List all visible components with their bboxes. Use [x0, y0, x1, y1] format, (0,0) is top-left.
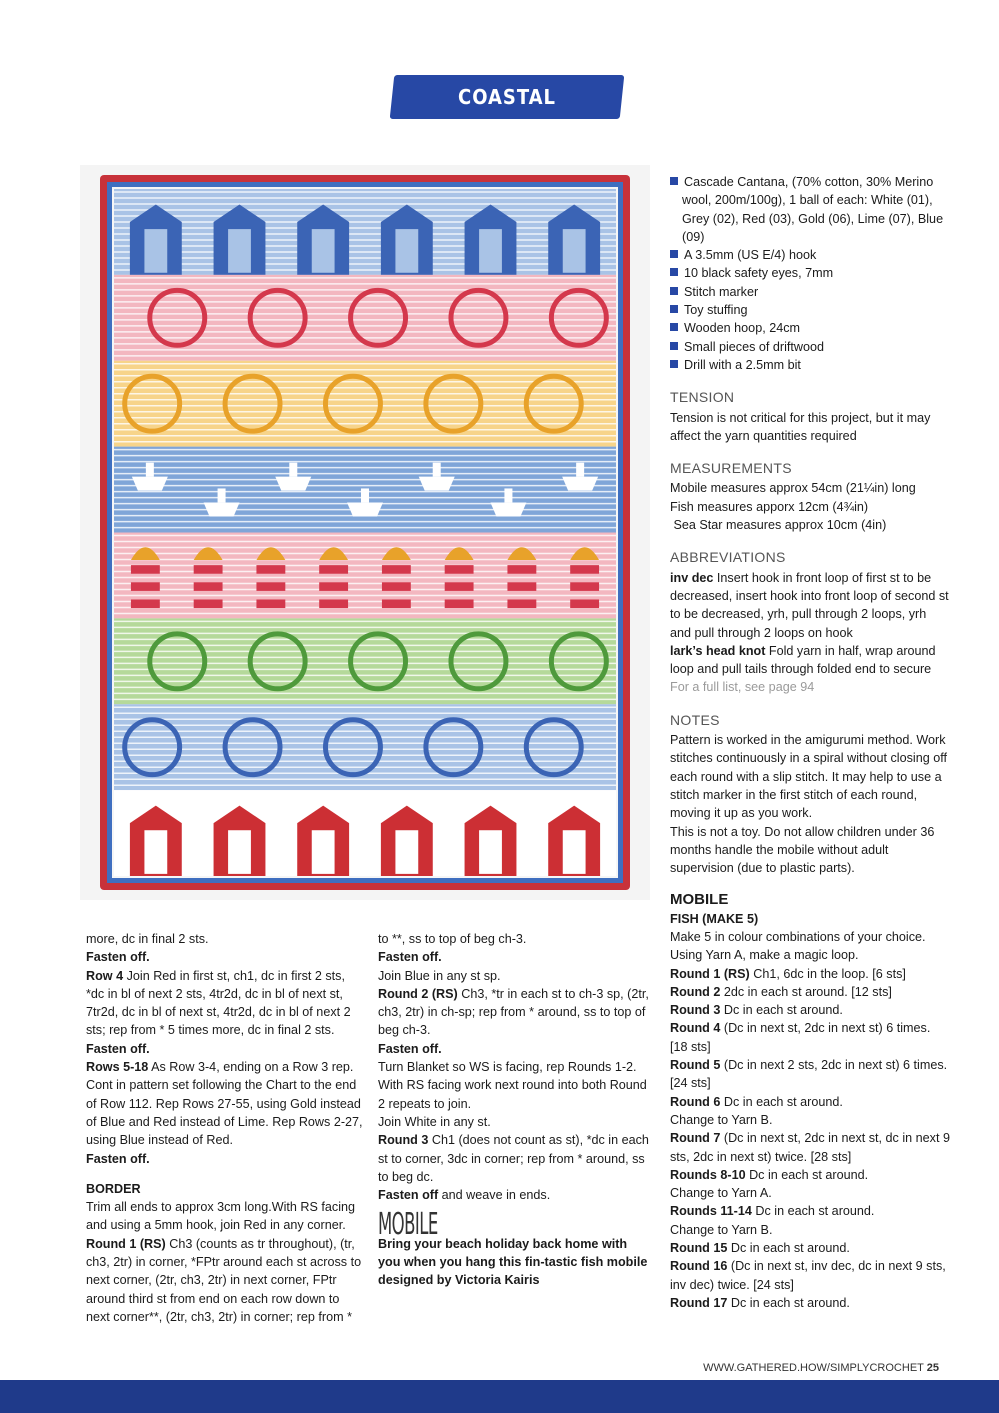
boat-cabin [289, 463, 297, 477]
pattern-step-label: Rows 5-18 [86, 1060, 149, 1075]
tension-text: Tension is not critical for this project, but it may affect the yarn quantities required [670, 410, 931, 443]
abbreviation-definition: Fold yarn in half, wrap around loop and pull tails through folded end to secure [670, 643, 936, 677]
pattern-step-text: Change to Yarn A. [670, 1186, 772, 1201]
pattern-step-text: Dc in each st around. [751, 1204, 875, 1219]
footer-url[interactable]: WWW.GATHERED.HOW/SIMPLYCROCHET [703, 1362, 924, 1374]
pattern-step-text: Change to Yarn B. [670, 1222, 773, 1237]
pattern-step-label: Fasten off. [378, 950, 442, 965]
pattern-paragraph [86, 1180, 364, 1198]
stripe-background [114, 275, 616, 361]
pattern-step-text: Make 5 in colour combinations of your choice. [670, 929, 926, 944]
boat [562, 477, 598, 491]
pattern-column-2 [378, 930, 650, 1290]
notes-text: This is not a toy. Do not allow children under 36 months handle the mobile without adult supervision (due to plastic parts). [670, 824, 935, 876]
abbreviation-term: lark’s head knot [670, 643, 766, 658]
boat-cabin [218, 488, 226, 502]
abbreviation-item [670, 569, 950, 642]
pattern-column-1 [86, 930, 364, 1326]
pattern-paragraph [86, 948, 364, 966]
stripe-background [114, 704, 616, 790]
boat [132, 477, 168, 491]
measurement-line: Mobile measures approx 54cm (21¼in) long [670, 481, 916, 496]
materials-item [670, 264, 950, 282]
pattern-paragraph [86, 1040, 364, 1058]
pattern-step-label: Round 2 (RS) [378, 986, 458, 1001]
pattern-paragraph [670, 928, 950, 946]
beach-hut-door [563, 830, 586, 874]
pattern-paragraph [670, 1093, 950, 1111]
lighthouse-band [256, 599, 285, 608]
materials-item-text: Toy stuffing [684, 303, 748, 318]
materials-item [670, 338, 950, 356]
pattern-step-text: Dc in each st around. [727, 1241, 850, 1256]
lighthouse-band [507, 599, 536, 608]
bullet-square-icon [670, 177, 678, 185]
pattern-step-text: (Dc in next 2 sts, 2dc in next st) 6 times. [24 sts] [670, 1058, 948, 1091]
pattern-paragraph [670, 983, 950, 1001]
pattern-step-text: Join Blue in any st sp. [378, 968, 501, 983]
bullet-square-icon [670, 268, 678, 276]
pattern-paragraph [670, 1019, 950, 1056]
materials-item [670, 246, 950, 264]
mobile-pattern-heading: MOBILE [670, 891, 729, 909]
lighthouse-band [319, 599, 348, 608]
bullet-square-icon [670, 287, 678, 295]
pattern-paragraph [86, 1235, 364, 1326]
blanket-photo [100, 175, 630, 890]
measurement-line: Fish measures apporx 12cm (4¾in) [670, 499, 869, 514]
beach-hut-door [479, 229, 502, 273]
beach-hut-door [144, 830, 167, 874]
pattern-step-label: Round 2 [670, 984, 721, 999]
pattern-step-text: Dc in each st around. [720, 1094, 843, 1109]
stripe-background [114, 618, 616, 704]
lighthouse-band [256, 565, 285, 574]
pattern-step-label: Fasten off. [378, 1041, 442, 1056]
section-banner-title: COASTAL COLLECTION [438, 85, 576, 153]
pattern-step-label: Fasten off. [86, 950, 150, 965]
pattern-paragraph [378, 1131, 650, 1186]
pattern-paragraph [378, 1186, 650, 1204]
pattern-step-label: Fasten off. [86, 1151, 150, 1166]
pattern-step-text: Using Yarn A, make a magic loop. [670, 948, 859, 963]
pattern-paragraph [670, 1221, 950, 1239]
beach-hut-door [228, 830, 251, 874]
beach-hut-door [228, 229, 251, 273]
lighthouse-band [131, 599, 160, 608]
stripe-background [114, 533, 616, 619]
pattern-step-text: (Dc in next st, inv dec, dc in next 9 sts, inv dec) twice. [24 sts] [670, 1259, 946, 1292]
spacer [86, 1168, 364, 1180]
boat-cabin [576, 463, 584, 477]
pattern-step-label: Round 16 [670, 1259, 728, 1274]
pattern-step-text: Ch3 (counts as tr throughout), (tr, ch3, 2tr) in corner, *FPtr around each st across to next corner, (2tr, ch3, 2tr) in next corner, FPtr around third st from end on each row down to next corner**, (2tr, ch3, 2tr) in corner; rep from * [86, 1236, 362, 1324]
pattern-step-label: Round 3 [670, 1003, 721, 1018]
pattern-paragraph [670, 965, 950, 983]
pattern-paragraph [86, 1150, 364, 1168]
stripe-background [114, 790, 616, 876]
pattern-step-label: Fasten off. [86, 1041, 150, 1056]
bullet-square-icon [670, 250, 678, 258]
pattern-step-label: Round 1 (RS) [670, 966, 750, 981]
beach-hut-door [479, 830, 502, 874]
beach-hut-door [144, 229, 167, 273]
tension-heading: TENSION [670, 389, 735, 406]
materials-item-text: Wooden hoop, 24cm [684, 321, 800, 336]
materials-item-text: Small pieces of driftwood [684, 339, 824, 354]
lighthouse-band [507, 582, 536, 591]
materials-item-text: Cascade Cantana, (70% cotton, 30% Merino wool, 200m/100g), 1 ball of each: White (01), Grey (02), Red (03), Gold (06), Lime (07), Blue (09) [682, 175, 944, 244]
pattern-step-label: Round 3 [378, 1133, 429, 1148]
fish-pattern-rounds [670, 928, 950, 1312]
pattern-paragraph [378, 1058, 650, 1113]
pattern-paragraph [670, 946, 950, 964]
lighthouse-band [570, 599, 599, 608]
pattern-paragraph [378, 1113, 650, 1131]
pattern-paragraph [378, 1040, 650, 1058]
pattern-paragraph [670, 1166, 950, 1184]
pattern-paragraph [670, 1184, 950, 1202]
pattern-step-text: more, dc in final 2 sts. [86, 932, 209, 946]
pattern-step-label: Round 6 [670, 1094, 721, 1109]
pattern-step-label: Round 1 (RS) [86, 1236, 166, 1251]
lighthouse-band [256, 582, 285, 591]
pattern-paragraph [670, 1111, 950, 1129]
boat [347, 502, 383, 516]
notes-text: Pattern is worked in the amigurumi method. Work stitches continuously in a spiral without closing off each round with a slip stitch. It may help to use a stitch marker in the first stitch of each round, moving it up as you work. [670, 733, 947, 821]
lighthouse-band [445, 582, 474, 591]
lighthouse-band [507, 565, 536, 574]
lighthouse-band [382, 565, 411, 574]
boat-cabin [361, 488, 369, 502]
abbreviation-item [670, 642, 950, 679]
lighthouse-band [445, 599, 474, 608]
boat-cabin [504, 488, 512, 502]
pattern-step-text: Dc in each st around. [745, 1167, 869, 1182]
lighthouse-band [382, 599, 411, 608]
abbreviations-more-link[interactable]: For a full list, see page 94 [670, 680, 815, 695]
beach-hut-door [312, 830, 335, 874]
abbreviations-heading: ABBREVIATIONS [670, 549, 786, 566]
pattern-step-text: Turn Blanket so WS is facing, rep Rounds 1-2. With RS facing work next round into both Round 2 repeats to join. [378, 1060, 647, 1111]
materials-item [670, 356, 950, 374]
notes-heading: NOTES [670, 711, 720, 728]
lighthouse-band [194, 599, 223, 608]
abbreviation-definition: Insert hook in front loop of first st to be decreased, insert hook into front loop of second st to be decreased, yrh, pull through 2 loops, yrh and pull through 2 loops on hook [670, 570, 949, 640]
bullet-square-icon [670, 342, 678, 350]
lighthouse-band [319, 565, 348, 574]
pattern-paragraph [670, 1239, 950, 1257]
pattern-paragraph [86, 967, 364, 1040]
stripe-background [114, 361, 616, 447]
pattern-paragraph [378, 967, 650, 985]
pattern-step-label: BORDER [86, 1181, 141, 1196]
lighthouse-band [131, 582, 160, 591]
materials-item [670, 319, 950, 337]
boat-cabin [433, 463, 441, 477]
lighthouse-band [570, 565, 599, 574]
bullet-square-icon [670, 360, 678, 368]
pattern-step-text: Trim all ends to approx 3cm long.With RS facing and using a 5mm hook, join Red in any corner. [86, 1200, 356, 1233]
mobile-heading: MOBILE [378, 1207, 438, 1243]
pattern-paragraph [670, 1129, 950, 1166]
pattern-step-text: Ch1 (does not count as st), *dc in each st to corner, 3dc in corner; rep from * around, ss to beg dc. [378, 1133, 649, 1184]
pattern-step-label: Round 5 [670, 1058, 721, 1073]
pattern-step-text: Join Red in first st, ch1, dc in first 2 sts, *dc in bl of next 2 sts, 4tr2d, dc in bl of next st, 7tr2d, dc in bl of next st, 4tr2d, dc in bl of next 2 sts; rep from * 5 times more, dc in final 2 sts. [86, 968, 351, 1038]
materials-item-text: Stitch marker [684, 284, 759, 299]
pattern-step-label: Rounds 11-14 [670, 1204, 752, 1219]
stripe-background [114, 189, 616, 275]
materials-item [670, 301, 950, 319]
boat-cabin [146, 463, 154, 477]
lighthouse-band [131, 565, 160, 574]
beach-hut-door [395, 229, 418, 273]
lighthouse-band [194, 565, 223, 574]
boat [419, 477, 455, 491]
beach-hut-door [395, 830, 418, 874]
pattern-step-text: Dc in each st around. [720, 1003, 843, 1018]
pattern-step-text: Join White in any st. [378, 1114, 491, 1129]
lighthouse-band [382, 582, 411, 591]
bullet-square-icon [670, 323, 678, 331]
abbreviation-term: inv dec [670, 570, 714, 585]
pattern-paragraph [86, 1198, 364, 1235]
boat [275, 477, 311, 491]
lighthouse-band [570, 582, 599, 591]
pattern-step-text: Change to Yarn B. [670, 1112, 773, 1127]
pattern-column-3 [670, 173, 950, 1312]
pattern-step-text: (Dc in next st, 2dc in next st) 6 times. [18 sts] [670, 1021, 931, 1054]
materials-list [670, 173, 950, 374]
lighthouse-band [445, 565, 474, 574]
boat [490, 502, 526, 516]
pattern-step-text: to **, ss to top of beg ch-3. [378, 932, 527, 946]
pattern-step-text: and weave in ends. [438, 1188, 551, 1203]
pattern-step-text: Ch1, 6dc in the loop. [6 sts] [749, 966, 906, 981]
pattern-step-text: 2dc in each st around. [12 sts] [720, 984, 892, 999]
pattern-step-label: Round 17 [670, 1295, 728, 1310]
pattern-step-text: Ch3, *tr in each st to ch-3 sp, (2tr, ch3, 2tr) in ch-sp; rep from * around, ss to top of beg ch-3. [378, 986, 649, 1038]
pattern-paragraph [670, 1202, 950, 1220]
pattern-step-text: Dc in each st around. [727, 1295, 850, 1310]
footer-url-line [703, 1362, 939, 1374]
pattern-paragraph [86, 1058, 364, 1149]
measurement-line: Sea Star measures approx 10cm (4in) [670, 518, 887, 533]
pattern-paragraph [378, 930, 650, 948]
pattern-paragraph [670, 1257, 950, 1294]
pattern-step-label: Row 4 [86, 968, 124, 983]
page-number: 25 [926, 1362, 939, 1374]
pattern-step-label: Rounds 8-10 [670, 1167, 746, 1182]
measurements-heading: MEASUREMENTS [670, 460, 792, 477]
pattern-paragraph [670, 1294, 950, 1312]
beach-hut-door [312, 229, 335, 273]
fish-subheading: FISH (MAKE 5) [670, 911, 759, 926]
pattern-step-label: Fasten off [378, 1188, 439, 1203]
pattern-step-text: As Row 3-4, ending on a Row 3 rep. Cont in pattern set following the Chart to the end of Row 112. Rep Rows 27-55, using Gold instead of Blue and Red instead of Lime. Rep Rows 2-27, using Blue instead of Red. [86, 1060, 363, 1148]
lighthouse-band [319, 582, 348, 591]
pattern-paragraph [670, 1056, 950, 1093]
pattern-paragraph [378, 948, 650, 966]
mobile-intro: Bring your beach holiday back home with you when you hang this fin-tastic fish mobile designed by Victoria Kairis [378, 1236, 648, 1288]
materials-item [670, 173, 950, 246]
materials-item-text: 10 black safety eyes, 7mm [684, 266, 834, 281]
footer-bar [0, 1380, 999, 1413]
materials-item-text: A 3.5mm (US E/4) hook [684, 248, 817, 263]
pattern-step-text: (Dc in next st, 2dc in next st, dc in next 9 sts, 2dc in next st) twice. [28 sts] [670, 1131, 950, 1164]
pattern-paragraph [378, 985, 650, 1040]
bullet-square-icon [670, 305, 678, 313]
boat [204, 502, 240, 516]
materials-item-text: Drill with a 2.5mm bit [684, 357, 801, 372]
pattern-step-label: Round 7 [670, 1131, 721, 1146]
lighthouse-band [194, 582, 223, 591]
pattern-step-label: Round 15 [670, 1241, 728, 1256]
pattern-paragraph [670, 1001, 950, 1019]
beach-hut-door [563, 229, 586, 273]
materials-item [670, 283, 950, 301]
pattern-step-label: Round 4 [670, 1021, 721, 1036]
pattern-paragraph [86, 930, 364, 948]
